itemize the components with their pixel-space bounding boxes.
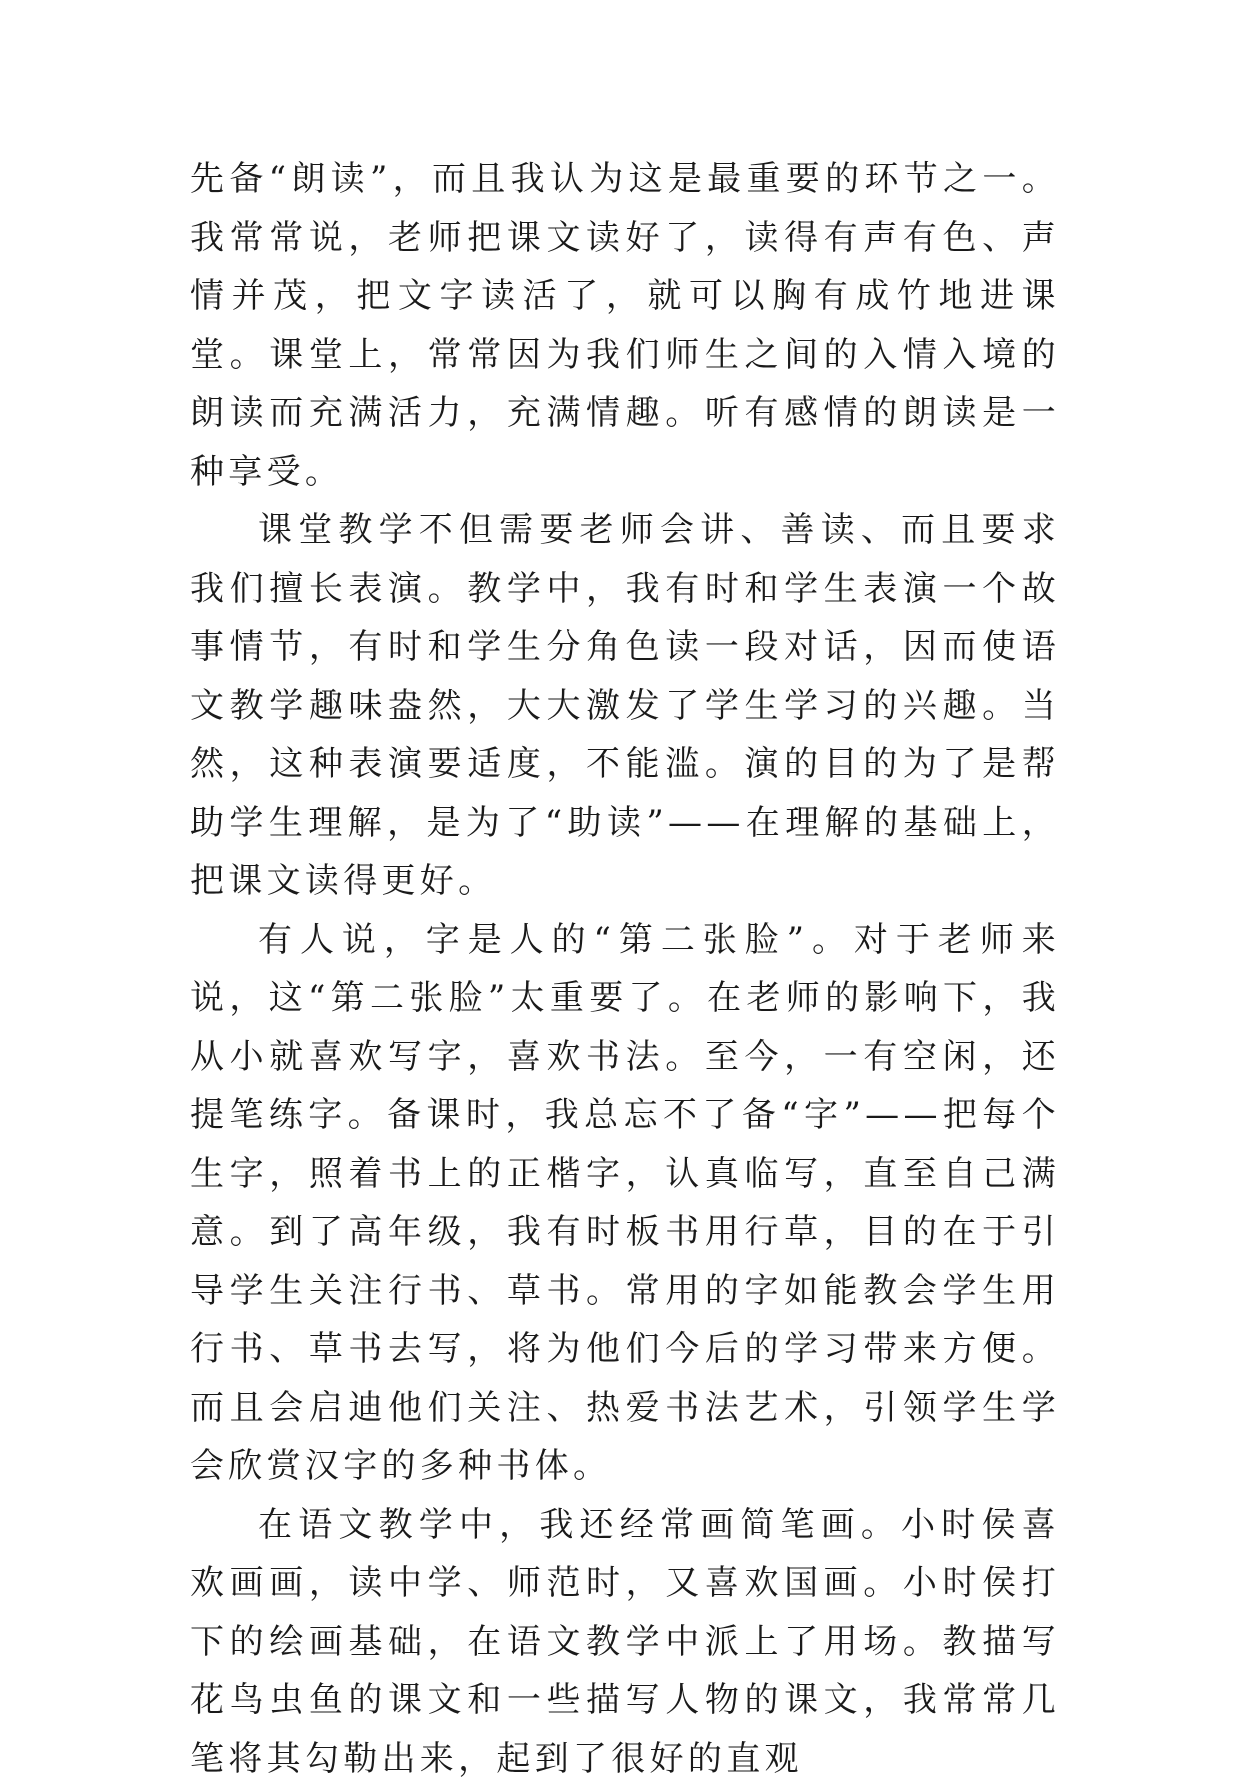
paragraph-3: 有人说，字是人的“第二张脸”。对于老师来说，这“第二张脸”太重要了。在老师的影响下，我从小就喜欢写字，喜欢书法。至今，一有空闲，还提笔练字。备课时，我总忘不了备“字”——把每个生字，照着书上的正楷字，认真临写，直至自己满意。到了高年级，我有时板书用行草，目的在于引导学生关注行书、草书。常用的字如能教会学生用行书、草书去写，将为他们今后的学习带来方便。而且会启迪他们关注、热爱书法艺术，引领学生学会欣赏汉字的多种书体。 xyxy=(190,911,1060,1496)
paragraph-2: 课堂教学不但需要老师会讲、善读、而且要求我们擅长表演。教学中，我有时和学生表演一个故事情节，有时和学生分角色读一段对话，因而使语文教学趣味盎然，大大激发了学生学习的兴趣。当然，这种表演要适度，不能滥。演的目的为了是帮助学生理解，是为了“助读”——在理解的基础上，把课文读得更好。 xyxy=(190,501,1060,911)
paragraph-1: 先备“朗读”，而且我认为这是最重要的环节之一。我常常说，老师把课文读好了，读得有声有色、声情并茂，把文字读活了，就可以胸有成竹地进课堂。课堂上，常常因为我们师生之间的入情入境的朗读而充满活力，充满情趣。听有感情的朗读是一种享受。 xyxy=(190,150,1060,501)
document-page xyxy=(190,150,1060,1788)
paragraph-4: 在语文教学中，我还经常画简笔画。小时侯喜欢画画，读中学、师范时，又喜欢国画。小时侯打下的绘画基础，在语文教学中派上了用场。教描写花鸟虫鱼的课文和一些描写人物的课文，我常常几笔将其勾勒出来，起到了很好的直观 xyxy=(190,1496,1060,1788)
